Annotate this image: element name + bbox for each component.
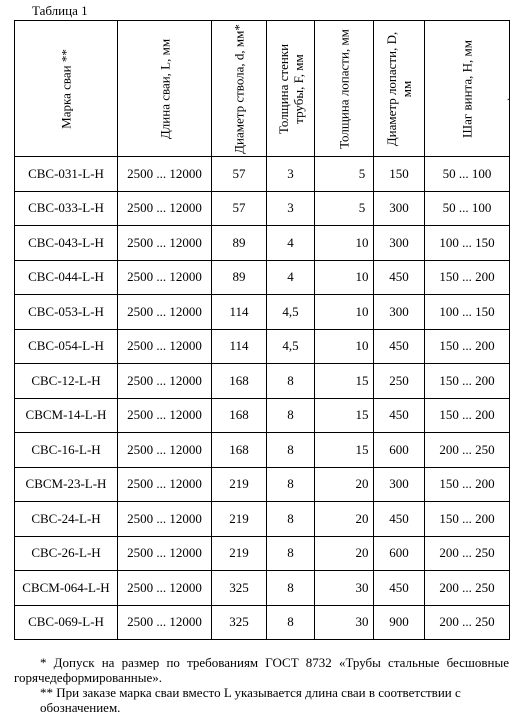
cell-blade-diameter: 450	[374, 398, 425, 433]
cell-length: 2500 ... 12000	[118, 295, 212, 330]
cell-pitch: 100 ... 150	[425, 295, 510, 330]
cell-blade-thickness	[315, 536, 374, 571]
cell-blade-thickness	[315, 191, 374, 226]
cell-mark: СВСМ-23-L-H	[15, 467, 118, 502]
cell-blade-thickness	[315, 329, 374, 364]
cell-blade-thickness	[315, 157, 374, 192]
footnotes	[14, 655, 509, 715]
cell-blade-thickness	[315, 502, 374, 537]
blade-thickness-value: 15	[355, 407, 369, 423]
footnote-1: * Допуск на размер по требованиям ГОСТ 8732 «Трубы стальные бесшовные горячедеформированные».	[14, 655, 509, 685]
cell-mark: СВС-26-L-H	[15, 536, 118, 571]
blade-thickness-value: 30	[355, 614, 369, 630]
header-cell-blade-thickness: Толщина лопасти, мм	[315, 21, 374, 157]
cell-blade-diameter: 600	[374, 536, 425, 571]
cell-blade-thickness	[315, 364, 374, 399]
blade-thickness-value: 20	[355, 545, 369, 561]
cell-wall-thickness: 8	[267, 364, 315, 399]
cell-mark: СВС-033-L-H	[15, 191, 118, 226]
cell-pitch: 150 ... 200	[425, 502, 510, 537]
cell-shaft-diameter: 89	[212, 260, 267, 295]
cell-mark: СВС-044-L-H	[15, 260, 118, 295]
cell-shaft-diameter: 219	[212, 536, 267, 571]
cell-blade-diameter: 300	[374, 467, 425, 502]
cell-blade-diameter: 250	[374, 364, 425, 399]
cell-shaft-diameter: 325	[212, 605, 267, 640]
cell-mark: СВС-043-L-H	[15, 226, 118, 261]
table-row	[15, 157, 510, 192]
cell-pitch: 150 ... 200	[425, 260, 510, 295]
cell-pitch: 150 ... 200	[425, 398, 510, 433]
table-row	[15, 536, 510, 571]
table-row	[15, 226, 510, 261]
cell-blade-thickness	[315, 260, 374, 295]
blade-thickness-value: 20	[355, 476, 369, 492]
header-cell-blade-diameter: Диаметр лопасти, D, мм	[374, 21, 425, 157]
cell-shaft-diameter: 114	[212, 295, 267, 330]
cell-wall-thickness: 8	[267, 605, 315, 640]
cell-pitch: 150 ... 200	[425, 329, 510, 364]
cell-wall-thickness: 4,5	[267, 329, 315, 364]
cell-blade-thickness	[315, 571, 374, 606]
table-row	[15, 433, 510, 468]
cell-wall-thickness: 4	[267, 226, 315, 261]
cell-length: 2500 ... 12000	[118, 191, 212, 226]
cell-blade-diameter: 450	[374, 571, 425, 606]
blade-thickness-value: 15	[355, 441, 369, 457]
blade-thickness-value: 10	[355, 303, 369, 319]
cell-blade-thickness	[315, 226, 374, 261]
cell-pitch: 200 ... 250	[425, 433, 510, 468]
cell-blade-thickness	[315, 295, 374, 330]
cell-pitch: 200 ... 250	[425, 605, 510, 640]
cell-shaft-diameter: 57	[212, 157, 267, 192]
table-row	[15, 260, 510, 295]
table-row	[15, 329, 510, 364]
cell-wall-thickness: 8	[267, 433, 315, 468]
cell-mark: СВС-24-L-H	[15, 502, 118, 537]
cell-blade-diameter: 450	[374, 329, 425, 364]
cell-wall-thickness: 8	[267, 467, 315, 502]
piles-table	[14, 20, 510, 640]
cell-length: 2500 ... 12000	[118, 260, 212, 295]
cell-blade-thickness	[315, 605, 374, 640]
header-cell-pitch: Шаг винта, H, мм	[425, 21, 510, 157]
cell-shaft-diameter: 219	[212, 467, 267, 502]
cell-length: 2500 ... 12000	[118, 467, 212, 502]
cell-blade-diameter: 150	[374, 157, 425, 192]
cell-pitch: 100 ... 150	[425, 226, 510, 261]
cell-pitch: 50 ... 100	[425, 157, 510, 192]
cell-length: 2500 ... 12000	[118, 605, 212, 640]
cell-mark: СВСМ-064-L-H	[15, 571, 118, 606]
cell-mark: СВС-069-L-H	[15, 605, 118, 640]
cell-blade-thickness	[315, 433, 374, 468]
header-cell-wall-thickness: Толщина стенки трубы, F, мм	[267, 21, 315, 157]
cell-pitch: 200 ... 250	[425, 571, 510, 606]
blade-thickness-value: 30	[355, 579, 369, 595]
table-row	[15, 364, 510, 399]
header-cell-mark: Марка сваи **	[15, 21, 118, 157]
cell-blade-diameter: 300	[374, 226, 425, 261]
cell-mark: СВС-12-L-H	[15, 364, 118, 399]
cell-wall-thickness: 8	[267, 398, 315, 433]
stray-dot: .	[507, 92, 510, 103]
table-caption: Таблица 1	[32, 3, 88, 18]
cell-blade-diameter: 600	[374, 433, 425, 468]
cell-length: 2500 ... 12000	[118, 398, 212, 433]
cell-mark: СВС-16-L-H	[15, 433, 118, 468]
cell-pitch: 150 ... 200	[425, 364, 510, 399]
cell-blade-thickness	[315, 467, 374, 502]
cell-pitch: 150 ... 200	[425, 467, 510, 502]
cell-length: 2500 ... 12000	[118, 226, 212, 261]
cell-length: 2500 ... 12000	[118, 433, 212, 468]
table-row	[15, 502, 510, 537]
cell-mark: СВС-054-L-H	[15, 329, 118, 364]
cell-length: 2500 ... 12000	[118, 329, 212, 364]
cell-shaft-diameter: 168	[212, 398, 267, 433]
cell-blade-diameter: 300	[374, 295, 425, 330]
cell-shaft-diameter: 89	[212, 226, 267, 261]
cell-wall-thickness: 4	[267, 260, 315, 295]
footnote-2: ** При заказе марка сваи вместо L указывается длина сваи в соответствии с обозначением.	[40, 685, 461, 715]
cell-wall-thickness: 8	[267, 502, 315, 537]
cell-length: 2500 ... 12000	[118, 571, 212, 606]
cell-shaft-diameter: 168	[212, 364, 267, 399]
table-row	[15, 605, 510, 640]
blade-thickness-value: 5	[358, 200, 366, 216]
table-row	[15, 467, 510, 502]
cell-wall-thickness: 8	[267, 571, 315, 606]
cell-mark: СВСМ-14-L-H	[15, 398, 118, 433]
cell-pitch: 200 ... 250	[425, 536, 510, 571]
cell-shaft-diameter: 114	[212, 329, 267, 364]
table-row	[15, 191, 510, 226]
cell-shaft-diameter: 325	[212, 571, 267, 606]
cell-blade-diameter: 300	[374, 191, 425, 226]
table-row	[15, 398, 510, 433]
blade-thickness-value: 5	[358, 165, 366, 181]
cell-blade-thickness	[315, 398, 374, 433]
blade-thickness-value: 10	[355, 269, 369, 285]
cell-blade-diameter: 900	[374, 605, 425, 640]
cell-length: 2500 ... 12000	[118, 157, 212, 192]
cell-shaft-diameter: 57	[212, 191, 267, 226]
cell-blade-diameter: 450	[374, 502, 425, 537]
cell-length: 2500 ... 12000	[118, 502, 212, 537]
cell-length: 2500 ... 12000	[118, 536, 212, 571]
cell-pitch: 50 ... 100	[425, 191, 510, 226]
cell-shaft-diameter: 168	[212, 433, 267, 468]
cell-length: 2500 ... 12000	[118, 364, 212, 399]
blade-thickness-value: 10	[355, 338, 369, 354]
table-row	[15, 295, 510, 330]
blade-thickness-value: 15	[355, 372, 369, 388]
cell-mark: СВС-053-L-H	[15, 295, 118, 330]
header-cell-length: Длина сваи, L, мм	[118, 21, 212, 157]
cell-wall-thickness: 8	[267, 536, 315, 571]
cell-wall-thickness: 3	[267, 191, 315, 226]
blade-thickness-value: 20	[355, 510, 369, 526]
cell-wall-thickness: 4,5	[267, 295, 315, 330]
blade-thickness-value: 10	[355, 234, 369, 250]
header-cell-shaft-diameter: Диаметр ствола, d, мм*	[212, 21, 267, 157]
cell-shaft-diameter: 219	[212, 502, 267, 537]
table-row	[15, 571, 510, 606]
cell-mark: СВС-031-L-H	[15, 157, 118, 192]
cell-blade-diameter: 450	[374, 260, 425, 295]
cell-wall-thickness: 3	[267, 157, 315, 192]
header-row	[15, 21, 510, 157]
